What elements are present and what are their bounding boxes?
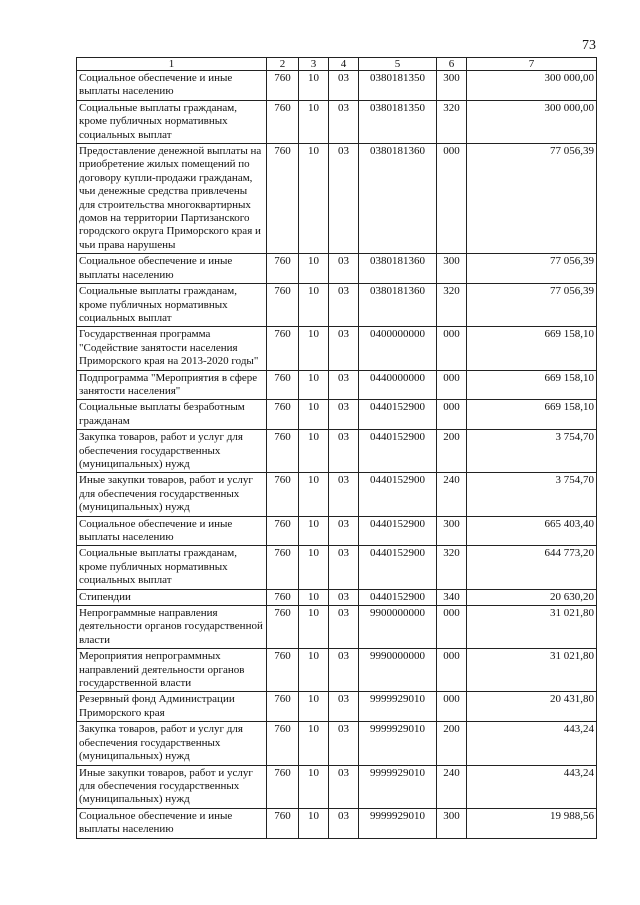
row-amount: 644 773,20 — [467, 546, 597, 589]
row-target-article: 0400000000 — [359, 327, 437, 370]
row-section: 10 — [299, 692, 329, 722]
row-name: Резервный фонд Администрации Приморского края — [77, 692, 267, 722]
row-target-article: 0380181360 — [359, 284, 437, 327]
column-header: 5 — [359, 58, 437, 71]
header-row — [77, 58, 597, 71]
row-section: 10 — [299, 327, 329, 370]
row-subsection: 03 — [329, 327, 359, 370]
row-expense-type: 240 — [437, 765, 467, 808]
row-code: 760 — [267, 692, 299, 722]
row-target-article: 9999929010 — [359, 765, 437, 808]
row-code: 760 — [267, 473, 299, 516]
row-target-article: 0440152900 — [359, 516, 437, 546]
row-amount: 300 000,00 — [467, 71, 597, 101]
row-subsection: 03 — [329, 370, 359, 400]
row-section: 10 — [299, 430, 329, 473]
row-section: 10 — [299, 606, 329, 649]
table-row — [77, 430, 597, 473]
row-name: Подпрограмма "Мероприятия в сфере занятости населения" — [77, 370, 267, 400]
row-subsection: 03 — [329, 284, 359, 327]
row-subsection: 03 — [329, 254, 359, 284]
row-code: 760 — [267, 765, 299, 808]
row-subsection: 03 — [329, 516, 359, 546]
row-target-article: 0440152900 — [359, 546, 437, 589]
row-subsection: 03 — [329, 400, 359, 430]
row-subsection: 03 — [329, 808, 359, 838]
column-header: 4 — [329, 58, 359, 71]
row-subsection: 03 — [329, 144, 359, 254]
row-amount: 19 988,56 — [467, 808, 597, 838]
column-header: 1 — [77, 58, 267, 71]
table-row — [77, 765, 597, 808]
row-name: Иные закупки товаров, работ и услуг для обеспечения государственных (муниципальных) нужд — [77, 765, 267, 808]
row-name: Социальные выплаты гражданам, кроме публичных нормативных социальных выплат — [77, 100, 267, 143]
row-code: 760 — [267, 144, 299, 254]
row-name: Социальное обеспечение и иные выплаты населению — [77, 71, 267, 101]
row-amount: 669 158,10 — [467, 370, 597, 400]
row-code: 760 — [267, 649, 299, 692]
row-expense-type: 320 — [437, 100, 467, 143]
row-section: 10 — [299, 370, 329, 400]
row-expense-type: 000 — [437, 606, 467, 649]
row-target-article: 0380181360 — [359, 144, 437, 254]
row-section: 10 — [299, 808, 329, 838]
row-amount: 31 021,80 — [467, 649, 597, 692]
row-name: Непрограммные направления деятельности органов государственной власти — [77, 606, 267, 649]
row-target-article: 0380181360 — [359, 254, 437, 284]
row-expense-type: 000 — [437, 649, 467, 692]
row-expense-type: 300 — [437, 71, 467, 101]
table-row — [77, 722, 597, 765]
row-code: 760 — [267, 722, 299, 765]
row-section: 10 — [299, 516, 329, 546]
row-expense-type: 320 — [437, 546, 467, 589]
row-amount: 20 431,80 — [467, 692, 597, 722]
row-subsection: 03 — [329, 722, 359, 765]
row-section: 10 — [299, 473, 329, 516]
row-code: 760 — [267, 589, 299, 605]
table-row — [77, 692, 597, 722]
row-subsection: 03 — [329, 589, 359, 605]
row-target-article: 9999929010 — [359, 722, 437, 765]
row-section: 10 — [299, 400, 329, 430]
row-code: 760 — [267, 808, 299, 838]
column-header: 6 — [437, 58, 467, 71]
row-name: Социальные выплаты безработным гражданам — [77, 400, 267, 430]
row-expense-type: 000 — [437, 692, 467, 722]
row-subsection: 03 — [329, 606, 359, 649]
row-amount: 443,24 — [467, 765, 597, 808]
row-amount: 77 056,39 — [467, 284, 597, 327]
row-target-article: 9900000000 — [359, 606, 437, 649]
row-code: 760 — [267, 516, 299, 546]
row-amount: 77 056,39 — [467, 254, 597, 284]
row-target-article: 0440000000 — [359, 370, 437, 400]
row-name: Социальные выплаты гражданам, кроме публичных нормативных социальных выплат — [77, 546, 267, 589]
row-target-article: 0380181350 — [359, 100, 437, 143]
row-amount: 665 403,40 — [467, 516, 597, 546]
row-amount: 669 158,10 — [467, 327, 597, 370]
table-row — [77, 71, 597, 101]
row-code: 760 — [267, 546, 299, 589]
row-name: Стипендии — [77, 589, 267, 605]
row-name: Закупка товаров, работ и услуг для обеспечения государственных (муниципальных) нужд — [77, 722, 267, 765]
row-code: 760 — [267, 254, 299, 284]
column-header: 2 — [267, 58, 299, 71]
column-header: 3 — [299, 58, 329, 71]
row-subsection: 03 — [329, 765, 359, 808]
row-section: 10 — [299, 254, 329, 284]
row-expense-type: 320 — [437, 284, 467, 327]
row-name: Государственная программа "Содействие занятости населения Приморского края на 2013-2020 годы" — [77, 327, 267, 370]
row-name: Социальное обеспечение и иные выплаты населению — [77, 516, 267, 546]
table-row — [77, 144, 597, 254]
row-subsection: 03 — [329, 546, 359, 589]
row-code: 760 — [267, 370, 299, 400]
row-target-article: 9999929010 — [359, 808, 437, 838]
row-section: 10 — [299, 546, 329, 589]
page-number: 73 — [582, 38, 596, 53]
table-row — [77, 473, 597, 516]
row-expense-type: 300 — [437, 254, 467, 284]
table-row — [77, 284, 597, 327]
table-row — [77, 649, 597, 692]
table-row — [77, 254, 597, 284]
row-expense-type: 000 — [437, 144, 467, 254]
row-expense-type: 200 — [437, 722, 467, 765]
table-row — [77, 808, 597, 838]
row-target-article: 0440152900 — [359, 473, 437, 516]
row-section: 10 — [299, 589, 329, 605]
budget-table — [76, 57, 597, 839]
row-code: 760 — [267, 100, 299, 143]
table-body — [77, 71, 597, 839]
table-row — [77, 400, 597, 430]
row-expense-type: 000 — [437, 327, 467, 370]
row-section: 10 — [299, 722, 329, 765]
row-expense-type: 000 — [437, 370, 467, 400]
row-name: Мероприятия непрограммных направлений деятельности органов государственной власти — [77, 649, 267, 692]
row-name: Социальные выплаты гражданам, кроме публичных нормативных социальных выплат — [77, 284, 267, 327]
row-subsection: 03 — [329, 430, 359, 473]
row-section: 10 — [299, 649, 329, 692]
row-target-article: 0440152900 — [359, 430, 437, 473]
row-amount: 300 000,00 — [467, 100, 597, 143]
table-row — [77, 516, 597, 546]
row-code: 760 — [267, 284, 299, 327]
row-section: 10 — [299, 765, 329, 808]
row-target-article: 0440152900 — [359, 589, 437, 605]
row-amount: 31 021,80 — [467, 606, 597, 649]
row-expense-type: 000 — [437, 400, 467, 430]
row-target-article: 0440152900 — [359, 400, 437, 430]
row-expense-type: 240 — [437, 473, 467, 516]
column-header: 7 — [467, 58, 597, 71]
row-section: 10 — [299, 284, 329, 327]
row-code: 760 — [267, 327, 299, 370]
table-row — [77, 370, 597, 400]
row-amount: 3 754,70 — [467, 473, 597, 516]
table-row — [77, 589, 597, 605]
row-section: 10 — [299, 71, 329, 101]
table-row — [77, 327, 597, 370]
row-code: 760 — [267, 400, 299, 430]
row-subsection: 03 — [329, 692, 359, 722]
row-code: 760 — [267, 430, 299, 473]
row-section: 10 — [299, 144, 329, 254]
row-expense-type: 300 — [437, 516, 467, 546]
row-expense-type: 300 — [437, 808, 467, 838]
row-amount: 77 056,39 — [467, 144, 597, 254]
row-code: 760 — [267, 606, 299, 649]
row-section: 10 — [299, 100, 329, 143]
row-subsection: 03 — [329, 649, 359, 692]
row-name: Закупка товаров, работ и услуг для обеспечения государственных (муниципальных) нужд — [77, 430, 267, 473]
row-amount: 20 630,20 — [467, 589, 597, 605]
row-expense-type: 200 — [437, 430, 467, 473]
row-amount: 3 754,70 — [467, 430, 597, 473]
row-name: Социальное обеспечение и иные выплаты населению — [77, 254, 267, 284]
row-amount: 669 158,10 — [467, 400, 597, 430]
row-name: Социальное обеспечение и иные выплаты населению — [77, 808, 267, 838]
row-expense-type: 340 — [437, 589, 467, 605]
row-subsection: 03 — [329, 100, 359, 143]
table-row — [77, 606, 597, 649]
row-name: Иные закупки товаров, работ и услуг для обеспечения государственных (муниципальных) нужд — [77, 473, 267, 516]
row-name: Предоставление денежной выплаты на приобретение жилых помещений по договору купли-продажи гражданам, чьи денежные средства привлечены для строительства многоквартирных домов на территории Партизанского городского округа Приморского края и чьи права нарушены — [77, 144, 267, 254]
row-subsection: 03 — [329, 71, 359, 101]
row-target-article: 9999929010 — [359, 692, 437, 722]
row-code: 760 — [267, 71, 299, 101]
table-row — [77, 100, 597, 143]
table-row — [77, 546, 597, 589]
row-subsection: 03 — [329, 473, 359, 516]
row-target-article: 9990000000 — [359, 649, 437, 692]
row-amount: 443,24 — [467, 722, 597, 765]
row-target-article: 0380181350 — [359, 71, 437, 101]
